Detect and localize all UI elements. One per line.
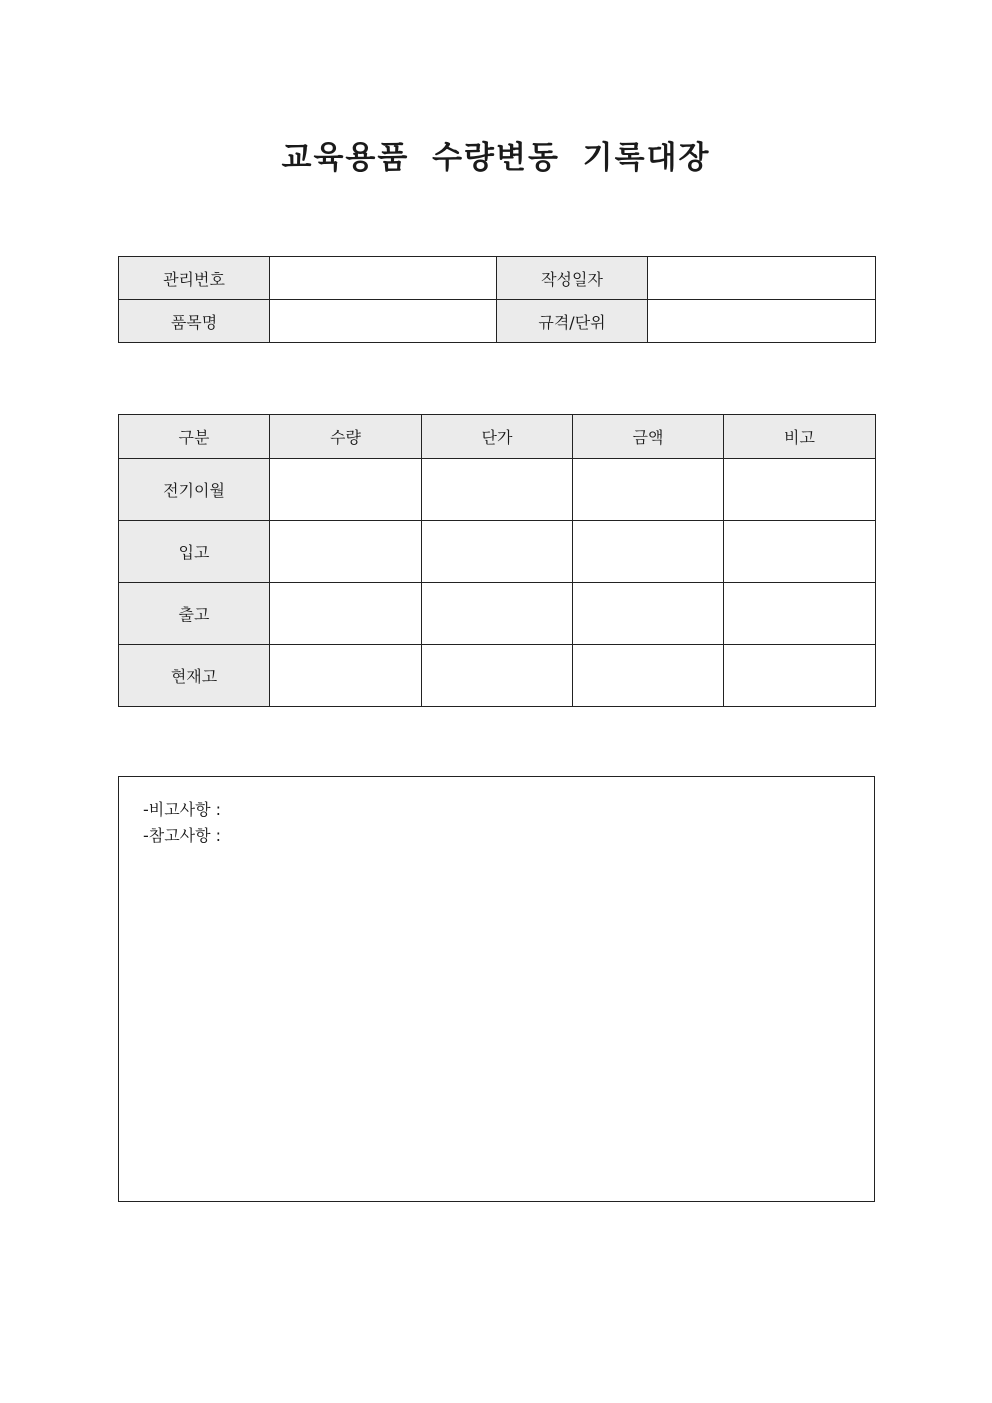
column-header-unit-price: 단가 (422, 415, 573, 459)
column-header-amount: 금액 (573, 415, 724, 459)
table-header-row (119, 415, 876, 459)
remarks-cell[interactable] (724, 645, 876, 707)
quantity-cell[interactable] (270, 521, 422, 583)
quantity-cell[interactable] (270, 459, 422, 521)
remarks-cell[interactable] (724, 583, 876, 645)
table-row-carried-forward (119, 459, 876, 521)
management-number-label: 관리번호 (119, 257, 270, 300)
unit-price-cell[interactable] (422, 521, 573, 583)
remarks-label: -비고사항 : (143, 800, 222, 819)
management-number-field[interactable] (270, 257, 497, 300)
table-row (119, 257, 876, 300)
date-label: 작성일자 (497, 257, 648, 300)
item-name-field[interactable] (270, 300, 497, 343)
quantity-cell[interactable] (270, 645, 422, 707)
item-info-table (118, 256, 876, 343)
remarks-cell[interactable] (724, 521, 876, 583)
amount-cell[interactable] (573, 583, 724, 645)
spec-label: 규격/단위 (497, 300, 648, 343)
stock-change-table (118, 414, 876, 707)
amount-cell[interactable] (573, 459, 724, 521)
row-label: 출고 (119, 583, 270, 645)
quantity-cell[interactable] (270, 583, 422, 645)
column-header-remarks: 비고 (724, 415, 876, 459)
page-title: 교육용품 수량변동 기록대장 (281, 140, 711, 176)
date-field[interactable] (648, 257, 876, 300)
table-row-incoming (119, 521, 876, 583)
row-label: 전기이월 (119, 459, 270, 521)
unit-price-cell[interactable] (422, 583, 573, 645)
column-header-category: 구분 (119, 415, 270, 459)
references-label: -참고사항 : (143, 826, 222, 845)
remarks-cell[interactable] (724, 459, 876, 521)
amount-cell[interactable] (573, 645, 724, 707)
item-name-label: 품목명 (119, 300, 270, 343)
unit-price-cell[interactable] (422, 459, 573, 521)
amount-cell[interactable] (573, 521, 724, 583)
notes-box[interactable] (118, 776, 875, 1202)
table-row (119, 300, 876, 343)
row-label: 현재고 (119, 645, 270, 707)
table-row-current-stock (119, 645, 876, 707)
row-label: 입고 (119, 521, 270, 583)
unit-price-cell[interactable] (422, 645, 573, 707)
column-header-quantity: 수량 (270, 415, 422, 459)
spec-field[interactable] (648, 300, 876, 343)
table-row-outgoing (119, 583, 876, 645)
